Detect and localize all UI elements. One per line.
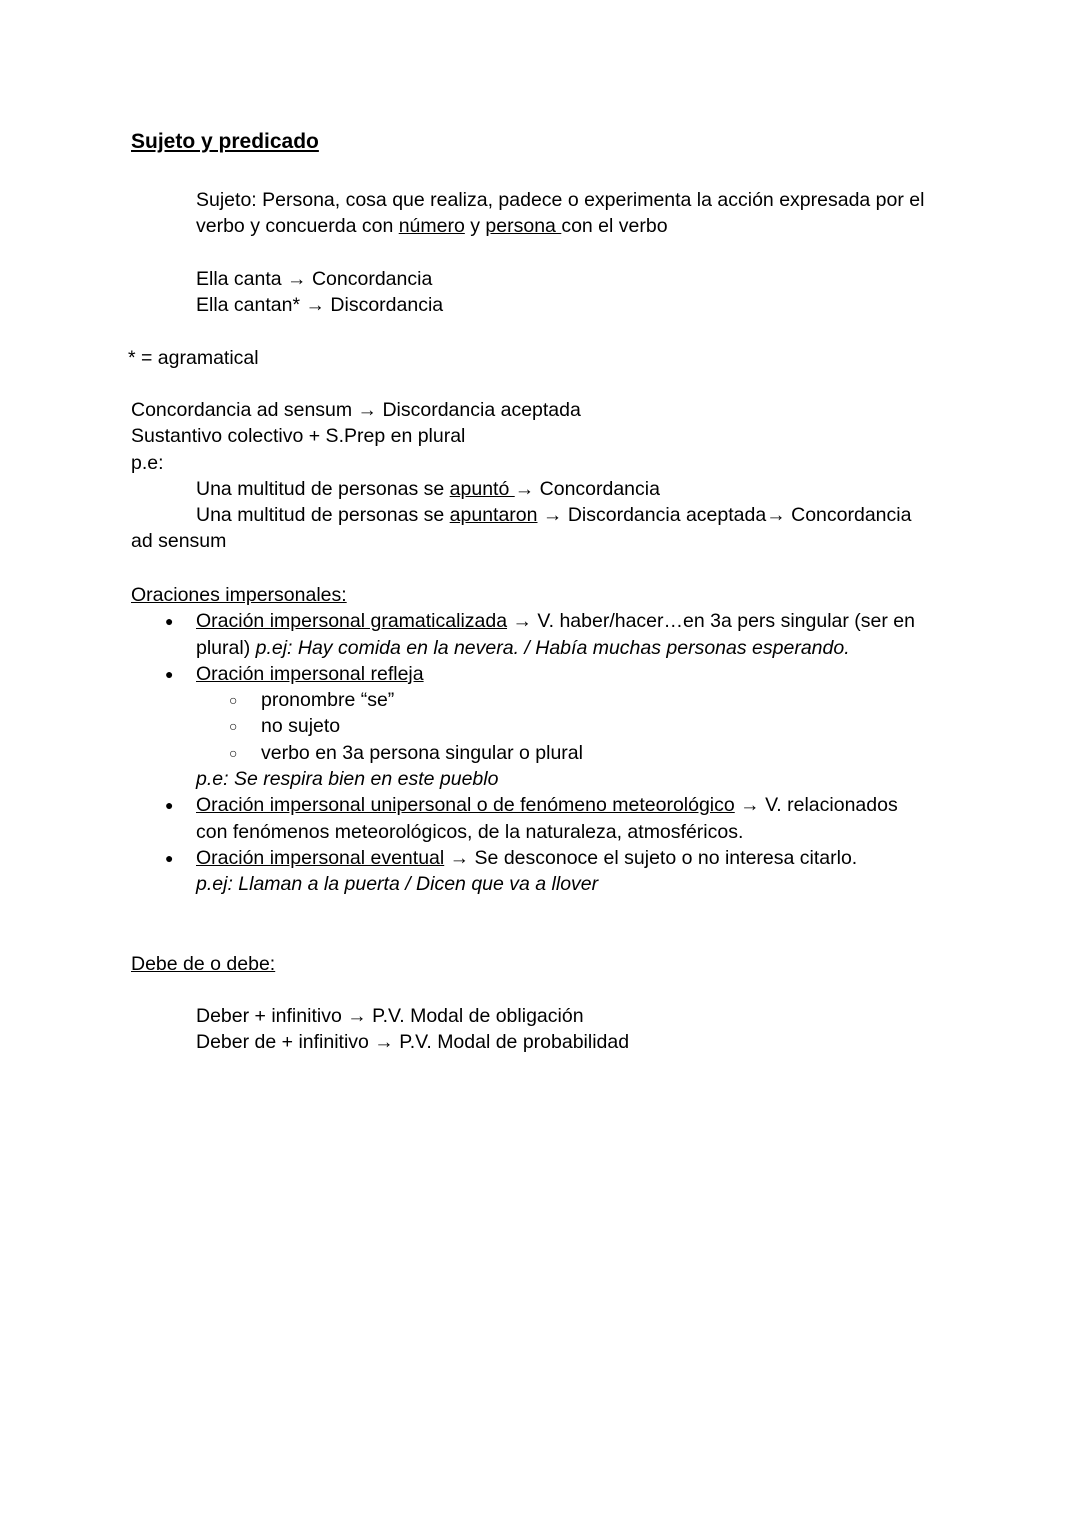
agramatical-note: * = agramatical — [128, 347, 259, 369]
debe-heading-wrap — [131, 951, 961, 977]
text-run: con el verbo — [561, 215, 668, 238]
bullet-line — [196, 661, 991, 687]
underlined-term: persona — [485, 215, 562, 238]
underlined-term: Oración impersonal gramaticalizada — [196, 610, 508, 633]
text-run: Una multitud de personas se — [196, 504, 450, 527]
debe-line-1: Deber + infinitivo → P.V. Modal de obligación — [196, 1005, 584, 1027]
text-run: → V. haber/hacer…en 3a pers singular (ser en — [507, 610, 915, 633]
underlined-term: Oración impersonal eventual — [196, 846, 445, 869]
impersonales-list — [131, 608, 991, 687]
ad-sensum-continuation: ad sensum — [131, 530, 227, 553]
impersonales-section — [131, 582, 991, 898]
underlined-term: número — [398, 215, 465, 238]
impersonales-list-continued — [131, 792, 991, 897]
ad-sensum-line-3: p.e: — [131, 451, 164, 474]
bullet-line — [196, 845, 991, 871]
bullet-line — [196, 635, 991, 661]
text-run: verbo y concuerda con — [196, 215, 399, 238]
sub-list-item: ○ verbo en 3a persona singular o plural — [131, 740, 991, 766]
underlined-term: Oración impersonal unipersonal o de fenómeno meteorológico — [196, 794, 735, 817]
sub-list-item: ○ pronombre “se” — [131, 687, 991, 713]
bullet-line: con fenómenos meteorológicos, de la naturaleza, atmosféricos. — [196, 820, 744, 843]
underlined-term: apuntó — [449, 477, 515, 500]
text-run: y — [464, 215, 486, 238]
sujeto-line-2 — [196, 213, 1026, 239]
concordance-examples — [131, 266, 1026, 319]
bullet-line — [196, 792, 991, 818]
text-run: → Discordancia aceptada→ Concordancia — [537, 504, 912, 527]
sub-list-item: ○ no sujeto — [131, 713, 991, 739]
bullet-line — [196, 608, 991, 634]
ad-sensum-line-2: Sustantivo colectivo + S.Prep en plural — [131, 425, 466, 448]
page-title: Sujeto y predicado — [131, 130, 319, 153]
text-run: → V. relacionados — [734, 794, 898, 817]
text-run: Una multitud de personas se — [196, 477, 450, 500]
bullet-example: p.ej: Llaman a la puerta / Dicen que va a llover — [196, 873, 599, 896]
debe-heading: Debe de o debe: — [131, 953, 276, 975]
list-item — [131, 661, 991, 687]
list-item — [131, 608, 991, 661]
example-line: Ella cantan* → Discordancia — [196, 294, 444, 317]
italic-example: p.ej: Hay comida en la nevera. / Había muchas personas esperando. — [255, 636, 850, 659]
underlined-term: Oración impersonal refleja — [196, 662, 424, 685]
ad-sensum-section — [131, 397, 961, 555]
underlined-term: apuntaron — [449, 504, 538, 527]
ad-sensum-line-1: Concordancia ad sensum → Discordancia aceptada — [131, 399, 581, 421]
ad-sensum-example-1 — [131, 476, 961, 502]
impersonales-heading: Oraciones impersonales: — [131, 584, 347, 606]
sujeto-definition — [131, 187, 1026, 240]
refleja-example: p.e: Se respira bien en este pueblo — [196, 768, 499, 791]
debe-line-2: Deber de + infinitivo → P.V. Modal de probabilidad — [196, 1031, 630, 1054]
list-item — [131, 792, 991, 845]
list-item — [131, 845, 991, 898]
sujeto-line-1: Sujeto: Persona, cosa que realiza, padece o experimenta la acción expresada por el — [196, 189, 925, 211]
debe-section — [131, 1003, 1026, 1056]
refleja-sublist — [131, 687, 991, 766]
text-run: plural) — [196, 636, 256, 659]
example-line: Ella canta → Concordancia — [196, 268, 433, 290]
text-run: → Se desconoce el sujeto o no interesa citarlo. — [444, 846, 858, 869]
ad-sensum-example-2 — [131, 502, 961, 528]
text-run: → Concordancia — [514, 477, 660, 500]
